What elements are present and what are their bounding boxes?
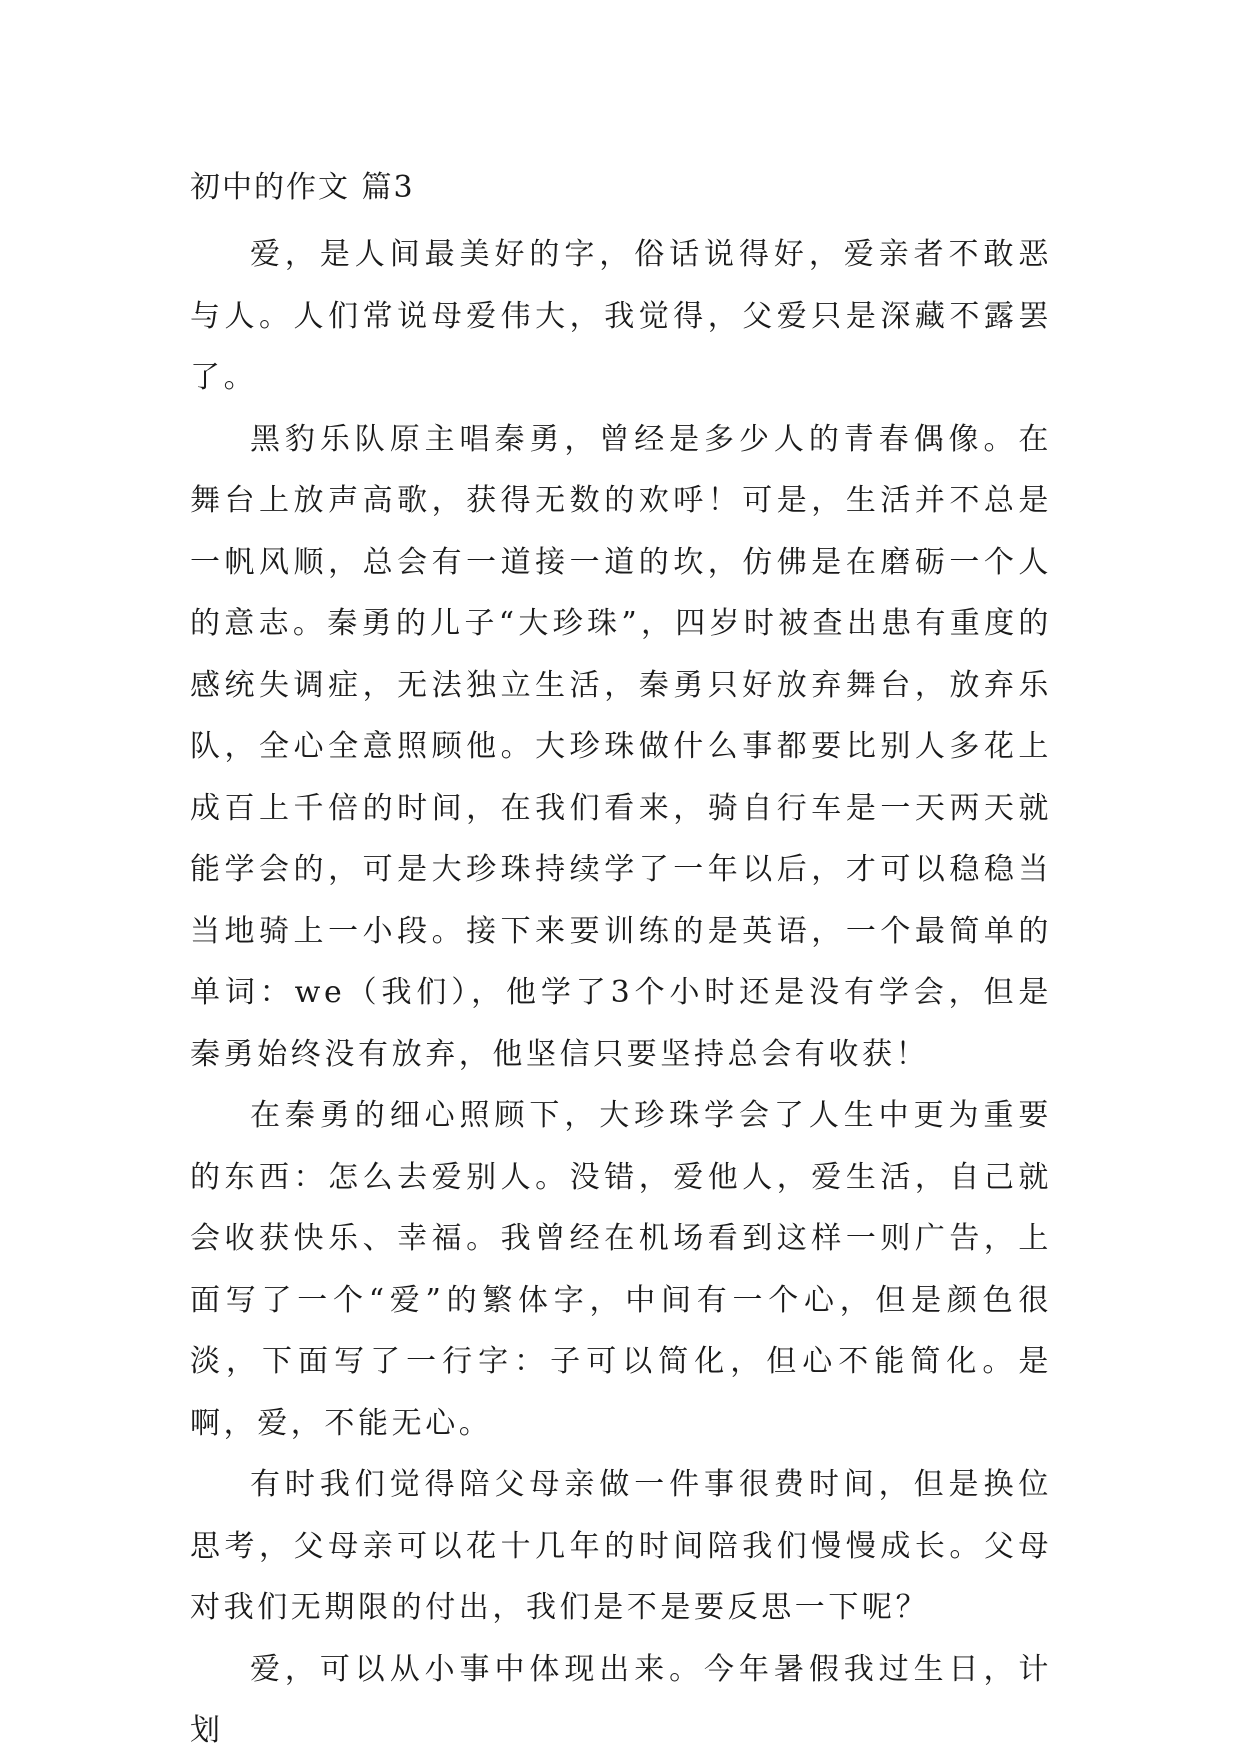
paragraph-1: 爱，是人间最美好的字，俗话说得好，爱亲者不敢恶与人。人们常说母爱伟大，我觉得，父爱只是深藏不露罢了。 [190,237,1052,395]
paragraph-2: 黑豹乐队原主唱秦勇，曾经是多少人的青春偶像。在舞台上放声高歌，获得无数的欢呼！可是，生活并不总是一帆风顺，总会有一道接一道的坎，仿佛是在磨砺一个人的意志。秦勇的儿子“大珍珠”，四岁时被查出患有重度的感统失调症，无法独立生活，秦勇只好放弃舞台，放弃乐队，全心全意照顾他。大珍珠做什么事都要比别人多花上成百上千倍的时间，在我们看来，骑自行车是一天两天就能学会的，可是大珍珠持续学了一年以后，才可以稳稳当当地骑上一小段。接下来要训练的是英语，一个最简单的单词：we（我们），他学了3个小时还是没有学会，但是秦勇始终没有放弃，他坚信只要坚持总会有收获！ [190,421,1052,1072]
paragraph-3: 在秦勇的细心照顾下，大珍珠学会了人生中更为重要的东西：怎么去爱别人。没错，爱他人，爱生活，自己就会收获快乐、幸福。我曾经在机场看到这样一则广告，上面写了一个“爱”的繁体字，中间有一个心，但是颜色很淡，下面写了一行字：子可以简化，但心不能简化。是啊，爱，不能无心。 [190,1098,1052,1441]
document-title: 初中的作文 篇3 [190,170,415,205]
document-body [190,168,1052,1762]
paragraph-5: 爱，可以从小事中体现出来。今年暑假我过生日，计划 [190,1651,1052,1748]
paragraph-4: 有时我们觉得陪父母亲做一件事很费时间，但是换位思考，父母亲可以花十几年的时间陪我们慢慢成长。父母对我们无期限的付出，我们是不是要反思一下呢？ [190,1467,1052,1625]
